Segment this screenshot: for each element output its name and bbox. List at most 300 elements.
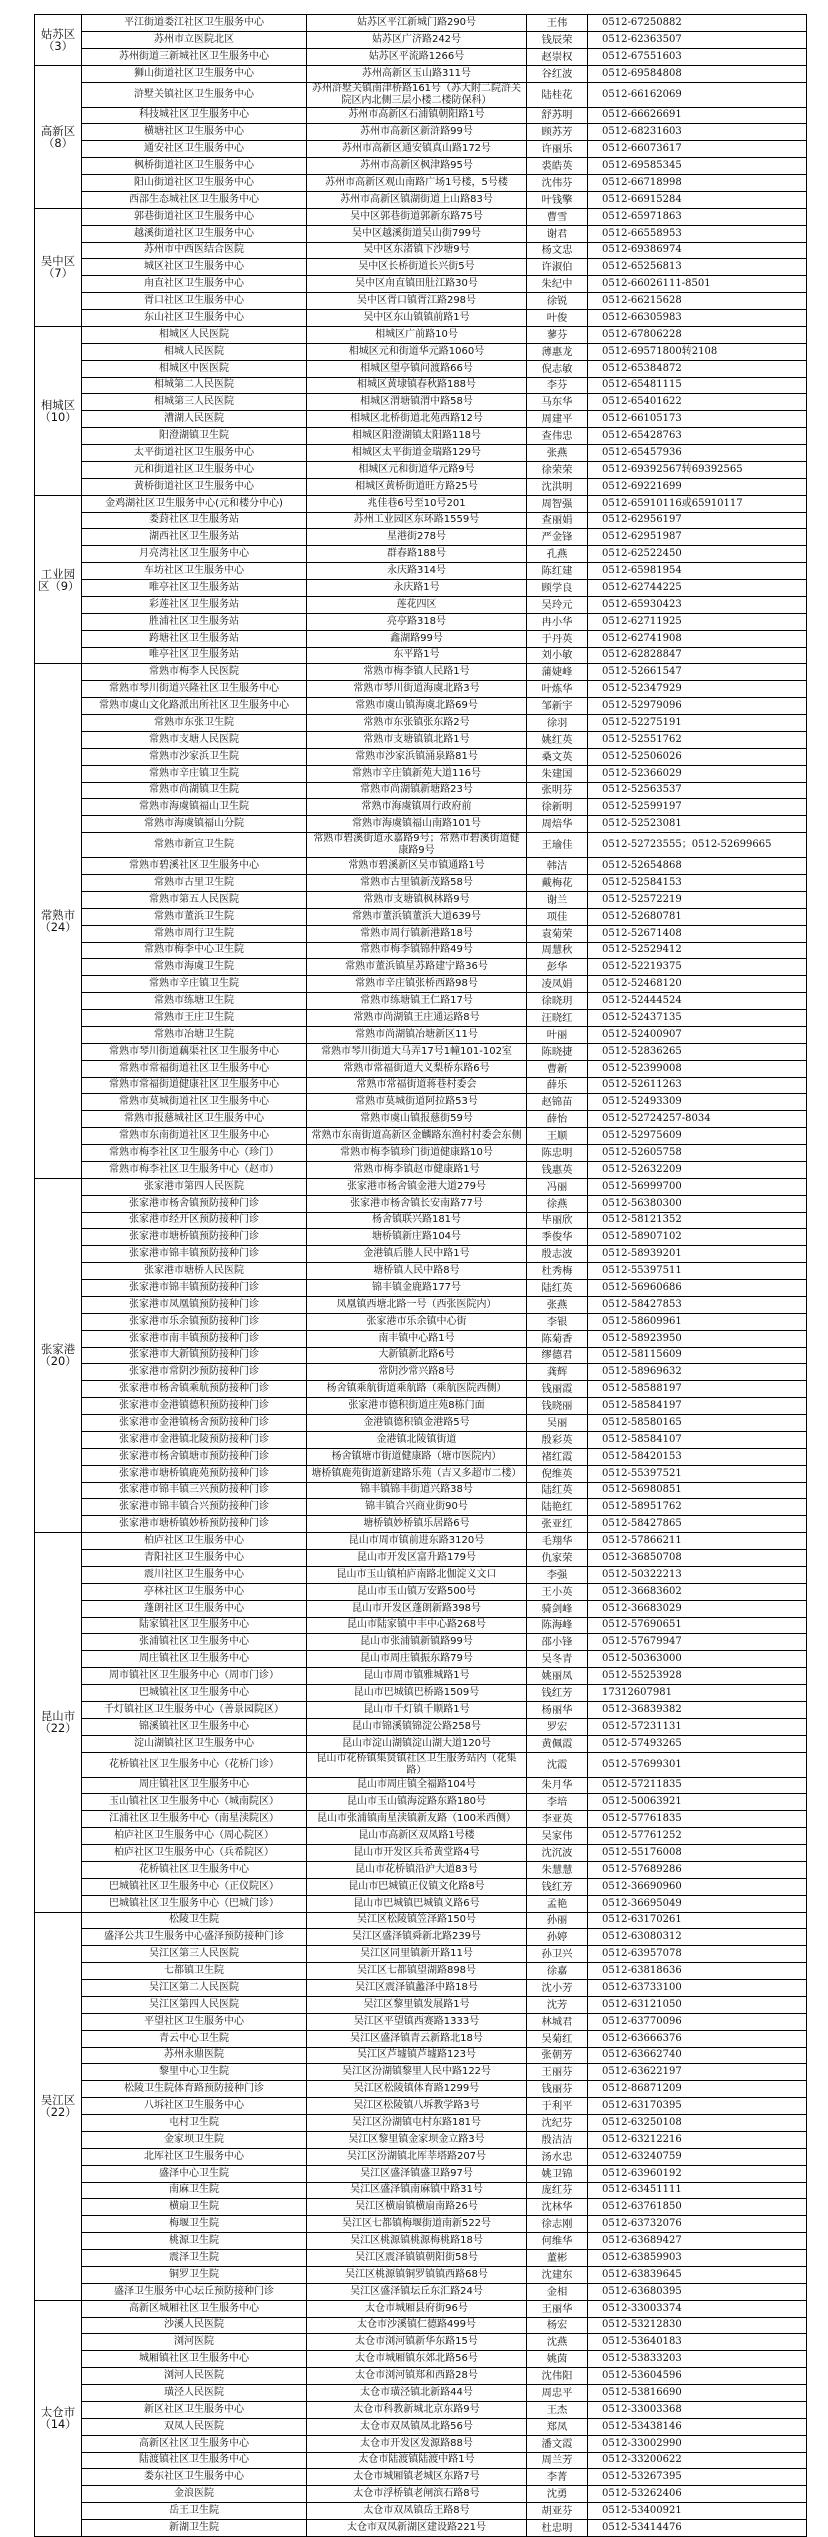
address-cell: 相城区望亭镇问渡路66号: [307, 360, 527, 377]
phone-cell: 0512-52444524: [588, 993, 807, 1010]
facility-name-cell: 张家港市杨舍镇乘航预防接种门诊: [82, 1381, 307, 1398]
facility-name-cell: 亭林社区卫生服务中心: [82, 1583, 307, 1600]
table-row: [35, 360, 807, 377]
contact-person-cell: 徐晓玥: [527, 993, 588, 1010]
table-row: [35, 2064, 807, 2081]
address-cell: 昆山市巴城镇巴城镇义路6号: [307, 1895, 527, 1912]
contact-person-cell: 徐燕: [527, 1195, 588, 1212]
address-cell: 杨舍镇联兴路181号: [307, 1212, 527, 1229]
facility-name-cell: 唯亭社区卫生服务站: [82, 647, 307, 664]
address-cell: 相城区黄桥街道旺方路25号: [307, 478, 527, 495]
address-cell: 吴江区芦墟镇芦墟路123号: [307, 2047, 527, 2064]
table-row: [35, 1026, 807, 1043]
table-row: [35, 394, 807, 411]
phone-cell: 0512-65930423: [588, 596, 807, 613]
facility-name-cell: 常熟市东张卫生院: [82, 715, 307, 732]
contact-person-cell: 沈沉波: [527, 1845, 588, 1862]
facility-name-cell: 狮山街道社区卫生服务中心: [82, 65, 307, 82]
facility-name-cell: 常熟市海虞镇福山卫生院: [82, 799, 307, 816]
facility-name-cell: 东山社区卫生服务中心: [82, 310, 307, 327]
address-cell: 塘桥镇人民中路8号: [307, 1263, 527, 1280]
table-row: [35, 2216, 807, 2233]
address-cell: 吴中区东山镇镇前路1号: [307, 310, 527, 327]
table-body: [35, 15, 807, 2537]
phone-cell: 0512-52219375: [588, 959, 807, 976]
facility-name-cell: 张家港市常阴沙预防接种门诊: [82, 1364, 307, 1381]
facility-name-cell: 阳澄湖镇卫生院: [82, 428, 307, 445]
table-row: [35, 1516, 807, 1533]
district-cell: 常熟市（24）: [35, 664, 82, 1178]
facility-name-cell: 常熟市琴川街道藕渠社区卫生服务中心: [82, 1043, 307, 1060]
address-cell: 昆山市玉山镇柏庐南路北伽淀义文口: [307, 1566, 527, 1583]
facility-name-cell: 吴江区第三人民医院: [82, 1946, 307, 1963]
contact-person-cell: 王顺: [527, 1128, 588, 1145]
contact-person-cell: 周忠平: [527, 2385, 588, 2402]
contact-person-cell: 顾苏芳: [527, 124, 588, 141]
table-row: [35, 310, 807, 327]
phone-cell: 0512-62363507: [588, 31, 807, 48]
contact-person-cell: 顾学良: [527, 580, 588, 597]
phone-cell: 0512-53640183: [588, 2334, 807, 2351]
table-row: [35, 141, 807, 158]
phone-cell: 0512-62711925: [588, 613, 807, 630]
facility-name-cell: 震泽卫生院: [82, 2250, 307, 2267]
address-cell: 东平路1号: [307, 647, 527, 664]
contact-person-cell: 林城君: [527, 2013, 588, 2030]
address-cell: 相城区北桥街道北苑西路12号: [307, 411, 527, 428]
facility-name-cell: 张家港市经开区预防接种门诊: [82, 1212, 307, 1229]
phone-cell: 0512-57231131: [588, 1718, 807, 1735]
table-row: [35, 445, 807, 462]
phone-cell: 0512-63451111: [588, 2182, 807, 2199]
facility-name-cell: 常熟市常福街道健康社区卫生服务中心: [82, 1077, 307, 1094]
facility-name-cell: 盛泽中心卫生院: [82, 2165, 307, 2182]
contact-person-cell: 殷彩英: [527, 1431, 588, 1448]
address-cell: 吴中区郭巷街道郭新东路75号: [307, 208, 527, 225]
table-row: [35, 1996, 807, 2013]
phone-cell: 0512-66558953: [588, 225, 807, 242]
contact-person-cell: 韩洁: [527, 858, 588, 875]
contact-person-cell: 沈林华: [527, 2199, 588, 2216]
address-cell: 吴江区盛泽镇舜新北路239号: [307, 1929, 527, 1946]
address-cell: 太仓市陆渡镇陆渡中路1号: [307, 2452, 527, 2469]
table-row: [35, 1828, 807, 1845]
facility-name-cell: 浒墅关镇社区卫生服务中心: [82, 82, 307, 107]
contact-person-cell: 毛翔华: [527, 1533, 588, 1550]
phone-cell: 0512-67551603: [588, 48, 807, 65]
facility-name-cell: 苏州永鼎医院: [82, 2047, 307, 2064]
facility-name-cell: 陆渡镇社区卫生服务中心: [82, 2452, 307, 2469]
phone-cell: 0512-52468120: [588, 976, 807, 993]
phone-cell: 0512-52572219: [588, 891, 807, 908]
table-row: [35, 908, 807, 925]
contact-person-cell: 薛怡: [527, 1111, 588, 1128]
facility-name-cell: 岳王卫生院: [82, 2503, 307, 2520]
contact-person-cell: 张明芬: [527, 782, 588, 799]
contact-person-cell: 姚红英: [527, 731, 588, 748]
phone-cell: 0512-63733100: [588, 1980, 807, 1997]
table-row: [35, 1735, 807, 1752]
contact-person-cell: 李强: [527, 1566, 588, 1583]
table-row: [35, 1043, 807, 1060]
facility-name-cell: 相城第三人民医院: [82, 394, 307, 411]
contact-person-cell: 孟艳: [527, 1895, 588, 1912]
address-cell: 常熟市东南街道高新区金麟路东渔村村委会东侧: [307, 1128, 527, 1145]
phone-cell: 0512-52347929: [588, 681, 807, 698]
address-cell: 吴江区盛泽镇坛丘东汇路24号: [307, 2283, 527, 2300]
phone-cell: 0512-50063921: [588, 1794, 807, 1811]
table-row: [35, 630, 807, 647]
table-row: [35, 1465, 807, 1482]
contact-person-cell: 周兰芳: [527, 2452, 588, 2469]
contact-person-cell: 王伟: [527, 15, 588, 32]
contact-person-cell: 李银: [527, 1313, 588, 1330]
contact-person-cell: 沈洪明: [527, 478, 588, 495]
table-row: [35, 1701, 807, 1718]
address-cell: 兆佳巷6号至10号201: [307, 495, 527, 512]
phone-cell: 0512-53212830: [588, 2317, 807, 2334]
phone-cell: 0512-36850708: [588, 1550, 807, 1567]
facility-name-cell: 新湖卫生院: [82, 2520, 307, 2537]
address-cell: 星港街278号: [307, 529, 527, 546]
contact-person-cell: 严金锋: [527, 529, 588, 546]
phone-cell: 0512-57761252: [588, 1828, 807, 1845]
table-row: [35, 715, 807, 732]
table-row: [35, 15, 807, 32]
contact-person-cell: 周智强: [527, 495, 588, 512]
facility-name-cell: 常熟市练塘卫生院: [82, 993, 307, 1010]
table-row: [35, 925, 807, 942]
address-cell: 杨舍镇塘市街道健康路（塘市医院内）: [307, 1448, 527, 1465]
facility-name-cell: 璜泾人民医院: [82, 2385, 307, 2402]
table-row: [35, 124, 807, 141]
contact-person-cell: 钱红芳: [527, 1878, 588, 1895]
facility-name-cell: 张家港市杨舍镇塘市预防接种门诊: [82, 1448, 307, 1465]
phone-cell: 0512-63666376: [588, 2030, 807, 2047]
table-row: [35, 2385, 807, 2402]
contact-person-cell: 沈燕: [527, 2334, 588, 2351]
phone-cell: 0512-53414476: [588, 2520, 807, 2537]
facility-name-cell: 相城人民医院: [82, 343, 307, 360]
phone-cell: 0512-67806228: [588, 326, 807, 343]
phone-cell: 0512-53400921: [588, 2503, 807, 2520]
contact-person-cell: 谢兰: [527, 891, 588, 908]
address-cell: 苏州市高新区通安镇真山路172号: [307, 141, 527, 158]
address-cell: 吴江区黎里镇金家坝金立路3号: [307, 2131, 527, 2148]
facility-name-cell: 漕湖人民医院: [82, 411, 307, 428]
phone-cell: 0512-63250108: [588, 2115, 807, 2132]
table-row: [35, 1482, 807, 1499]
phone-cell: 0512-52275191: [588, 715, 807, 732]
table-row: [35, 1912, 807, 1929]
phone-cell: 0512-55253928: [588, 1668, 807, 1685]
facility-name-cell: 唯亭社区卫生服务站: [82, 580, 307, 597]
facility-name-cell: 金家坝卫生院: [82, 2131, 307, 2148]
facility-name-cell: 花桥镇社区卫生服务中心: [82, 1861, 307, 1878]
contact-person-cell: 孔燕: [527, 546, 588, 563]
address-cell: 昆山市周庄镇振东路79号: [307, 1651, 527, 1668]
phone-cell: 0512-53833203: [588, 2351, 807, 2368]
contact-person-cell: 杜忠明: [527, 2520, 588, 2537]
table-row: [35, 664, 807, 681]
phone-cell: 0512-63818636: [588, 1963, 807, 1980]
address-cell: 常熟市支塘镇枫林路9号: [307, 891, 527, 908]
table-row: [35, 875, 807, 892]
facility-name-cell: 南麻卫生院: [82, 2182, 307, 2199]
address-cell: 吴中区东渚镇下沙塘9号: [307, 242, 527, 259]
address-cell: 锦丰镇金鹿路177号: [307, 1280, 527, 1297]
contact-person-cell: 钱红芳: [527, 1685, 588, 1702]
address-cell: 常熟市尚湖镇新塘路23号: [307, 782, 527, 799]
phone-cell: 0512-63957078: [588, 1946, 807, 1963]
facility-name-cell: 淀山湖镇社区卫生服务中心: [82, 1735, 307, 1752]
address-cell: 吴江区桃源镇桃源梅桃路18号: [307, 2233, 527, 2250]
facility-name-cell: 周庄镇社区卫生服务中心: [82, 1777, 307, 1794]
facility-name-cell: 巴城镇社区卫生服务中心: [82, 1685, 307, 1702]
contact-person-cell: 桑文英: [527, 748, 588, 765]
address-cell: 常熟市支塘镇镇北路1号: [307, 731, 527, 748]
address-cell: 吴江区松陵镇笠泽路150号: [307, 1912, 527, 1929]
address-cell: 常熟市辛庄镇张桥西路98号: [307, 976, 527, 993]
table-row: [35, 1651, 807, 1668]
facility-name-cell: 常熟市琴川街道兴隆社区卫生服务中心: [82, 681, 307, 698]
facility-name-cell: 常熟市古里卫生院: [82, 875, 307, 892]
contact-person-cell: 李芬: [527, 377, 588, 394]
address-cell: 常熟市常福街道蒋巷村委会: [307, 1077, 527, 1094]
contact-person-cell: 陈红建: [527, 563, 588, 580]
address-cell: 锦丰镇锦丰街道兴路38号: [307, 1482, 527, 1499]
contact-person-cell: 徐羽: [527, 715, 588, 732]
phone-cell: 0512-69584808: [588, 65, 807, 82]
table-row: [35, 65, 807, 82]
table-row: [35, 1533, 807, 1550]
address-cell: 吴江区桃源镇铜罗镇镇西路68号: [307, 2266, 527, 2283]
address-cell: 相城区广前路10号: [307, 326, 527, 343]
address-cell: 昆山市开发区兵希黄堂路4号: [307, 1845, 527, 1862]
vaccination-site-table: [34, 14, 807, 2537]
address-cell: 吴江区黎里镇发展路1号: [307, 1996, 527, 2013]
contact-person-cell: 吴家伟: [527, 1828, 588, 1845]
phone-cell: 0512-52680781: [588, 908, 807, 925]
table-row: [35, 1195, 807, 1212]
contact-person-cell: 凌凤娟: [527, 976, 588, 993]
table-row: [35, 2435, 807, 2452]
table-row: [35, 259, 807, 276]
phone-cell: 0512-58420153: [588, 1448, 807, 1465]
address-cell: 相城区阳澄湖镇太阳路118号: [307, 428, 527, 445]
contact-person-cell: 徐新明: [527, 799, 588, 816]
facility-name-cell: 七都镇卫生院: [82, 1963, 307, 1980]
table-row: [35, 1347, 807, 1364]
phone-cell: 0512-50322213: [588, 1566, 807, 1583]
contact-person-cell: 周焙华: [527, 816, 588, 833]
contact-person-cell: 李培: [527, 1794, 588, 1811]
contact-person-cell: 王杰: [527, 2401, 588, 2418]
facility-name-cell: 江浦社区卫生服务中心（南星渎院区）: [82, 1811, 307, 1828]
contact-person-cell: 张燕: [527, 445, 588, 462]
contact-person-cell: 彭华: [527, 959, 588, 976]
address-cell: 昆山市周市镇雅城路1号: [307, 1668, 527, 1685]
contact-person-cell: 钱辰荣: [527, 31, 588, 48]
contact-person-cell: 龚辉: [527, 1364, 588, 1381]
address-cell: 常熟市梅李镇人民路1号: [307, 664, 527, 681]
phone-cell: 0512-63240759: [588, 2148, 807, 2165]
address-cell: 姑苏区平江新城门路290号: [307, 15, 527, 32]
contact-person-cell: 仇家荣: [527, 1550, 588, 1567]
phone-cell: 0512-62741908: [588, 630, 807, 647]
table-row: [35, 596, 807, 613]
facility-name-cell: 胜浦社区卫生服务站: [82, 613, 307, 630]
address-cell: 鑫湖路99号: [307, 630, 527, 647]
phone-cell: 0512-56960686: [588, 1280, 807, 1297]
table-row: [35, 2131, 807, 2148]
contact-person-cell: 徐志刚: [527, 2216, 588, 2233]
contact-person-cell: 邹新宇: [527, 698, 588, 715]
table-row: [35, 1617, 807, 1634]
phone-cell: 0512-63732076: [588, 2216, 807, 2233]
address-cell: 昆山市开发区富升路179号: [307, 1550, 527, 1567]
phone-cell: 0512-63212216: [588, 2131, 807, 2148]
address-cell: 金港镇北陵镇街道: [307, 1431, 527, 1448]
hospital-directory-page: [34, 14, 806, 2534]
facility-name-cell: 周市镇社区卫生服务中心（周市门诊）: [82, 1668, 307, 1685]
table-row: [35, 1280, 807, 1297]
facility-name-cell: 吴江区第四人民医院: [82, 1996, 307, 2013]
contact-person-cell: 沈勇: [527, 2486, 588, 2503]
table-row: [35, 959, 807, 976]
address-cell: 杨舍镇乘航街道乘航路（乘航医院西侧）: [307, 1381, 527, 1398]
phone-cell: 0512-52975609: [588, 1128, 807, 1145]
facility-name-cell: 张家港市大新镇预防接种门诊: [82, 1347, 307, 1364]
address-cell: 大新镇新北路6号: [307, 1347, 527, 1364]
table-row: [35, 546, 807, 563]
phone-cell: 0512-57689286: [588, 1861, 807, 1878]
facility-name-cell: 平江街道娄江社区卫生服务中心: [82, 15, 307, 32]
facility-name-cell: 张家港市杨舍镇预防接种门诊: [82, 1195, 307, 1212]
contact-person-cell: 毕丽欣: [527, 1212, 588, 1229]
contact-person-cell: 蓼芬: [527, 326, 588, 343]
table-row: [35, 1499, 807, 1516]
phone-cell: 0512-52654868: [588, 858, 807, 875]
table-row: [35, 2368, 807, 2385]
facility-name-cell: 巴城镇社区卫生服务中心（正仪院区）: [82, 1878, 307, 1895]
contact-person-cell: 钱晓丽: [527, 1398, 588, 1415]
address-cell: 吴江区横扇镇横扇南路26号: [307, 2199, 527, 2216]
facility-name-cell: 横塘社区卫生服务中心: [82, 124, 307, 141]
phone-cell: 0512-58951762: [588, 1499, 807, 1516]
address-cell: 吴江区盛泽镇盛卫路97号: [307, 2165, 527, 2182]
facility-name-cell: 梅堰卫生院: [82, 2216, 307, 2233]
contact-person-cell: 李亚英: [527, 1811, 588, 1828]
table-row: [35, 891, 807, 908]
phone-cell: 0512-57699301: [588, 1752, 807, 1777]
facility-name-cell: 张家港市塘桥镇预防接种门诊: [82, 1229, 307, 1246]
contact-person-cell: 何维华: [527, 2233, 588, 2250]
contact-person-cell: 倪维英: [527, 1465, 588, 1482]
facility-name-cell: 常熟市王庄卫生院: [82, 1010, 307, 1027]
facility-name-cell: 柏庐社区卫生服务中心（周心院区）: [82, 1828, 307, 1845]
facility-name-cell: 相城区人民医院: [82, 326, 307, 343]
address-cell: 常熟市辛庄镇新苑大道116号: [307, 765, 527, 782]
contact-person-cell: 徐荣荣: [527, 461, 588, 478]
phone-cell: 0512-53262406: [588, 2486, 807, 2503]
facility-name-cell: 新区社区卫生服务中心: [82, 2401, 307, 2418]
address-cell: 吴江区汾湖镇北厍莘塔路207号: [307, 2148, 527, 2165]
address-cell: 苏州市高新区新浒路99号: [307, 124, 527, 141]
facility-name-cell: 张家港市金港镇北陵预防接种门诊: [82, 1431, 307, 1448]
phone-cell: 0512-58121352: [588, 1212, 807, 1229]
table-row: [35, 731, 807, 748]
table-row: [35, 512, 807, 529]
phone-cell: 0512-66305983: [588, 310, 807, 327]
table-row: [35, 2266, 807, 2283]
table-row: [35, 2486, 807, 2503]
phone-cell: 0512-69392567转69392565: [588, 461, 807, 478]
address-cell: 太仓市沙溪镇仁德路499号: [307, 2317, 527, 2334]
contact-person-cell: 金相: [527, 2283, 588, 2300]
contact-person-cell: 薄惠龙: [527, 343, 588, 360]
address-cell: 常熟市尚湖镇冶塘新区11号: [307, 1026, 527, 1043]
contact-person-cell: 骑剑峰: [527, 1600, 588, 1617]
address-cell: 亮亭路318号: [307, 613, 527, 630]
facility-name-cell: 甪直社区卫生服务中心: [82, 276, 307, 293]
table-row: [35, 2317, 807, 2334]
contact-person-cell: 马东华: [527, 394, 588, 411]
address-cell: 相城区元和街道华元路9号: [307, 461, 527, 478]
table-row: [35, 942, 807, 959]
facility-name-cell: 常熟市梅李人民医院: [82, 664, 307, 681]
phone-cell: 0512-36683029: [588, 1600, 807, 1617]
table-row: [35, 2013, 807, 2030]
address-cell: 吴江区松陵镇体育路1299号: [307, 2081, 527, 2098]
phone-cell: 0512-55176008: [588, 1845, 807, 1862]
address-cell: 吴江区七都镇梅堰街道南新522号: [307, 2216, 527, 2233]
facility-name-cell: 松陵卫生院体育路预防接种门诊: [82, 2081, 307, 2098]
table-row: [35, 1566, 807, 1583]
contact-person-cell: 胡亚芬: [527, 2503, 588, 2520]
facility-name-cell: 常熟市梅李社区卫生服务中心（赵市）: [82, 1161, 307, 1178]
table-row: [35, 782, 807, 799]
table-row: [35, 377, 807, 394]
phone-cell: 0512-62522450: [588, 546, 807, 563]
address-cell: 群春路188号: [307, 546, 527, 563]
district-cell: 姑苏区（3）: [35, 15, 82, 66]
facility-name-cell: 张家港市南丰镇预防接种门诊: [82, 1330, 307, 1347]
table-row: [35, 31, 807, 48]
facility-name-cell: 跨塘社区卫生服务站: [82, 630, 307, 647]
facility-name-cell: 彩莲社区卫生服务站: [82, 596, 307, 613]
table-row: [35, 1128, 807, 1145]
phone-cell: 0512-62951987: [588, 529, 807, 546]
table-row: [35, 2250, 807, 2267]
address-cell: 凤凰镇西塘北路一号（西张医院内）: [307, 1296, 527, 1313]
address-cell: 昆山市巴城镇巴桥路1509号: [307, 1685, 527, 1702]
table-row: [35, 2452, 807, 2469]
phone-cell: 0512-57679947: [588, 1634, 807, 1651]
table-row: [35, 2283, 807, 2300]
contact-person-cell: 徐锐: [527, 293, 588, 310]
facility-name-cell: 常熟市莫城街道社区卫生服务中心: [82, 1094, 307, 1111]
table-row: [35, 1111, 807, 1128]
table-row: [35, 1161, 807, 1178]
table-row: [35, 1718, 807, 1735]
table-row: [35, 158, 807, 175]
contact-person-cell: 沈霞: [527, 1752, 588, 1777]
address-cell: 太仓市城厢镇老城区东路7号: [307, 2469, 527, 2486]
contact-person-cell: 王瑜佳: [527, 833, 588, 858]
address-cell: 相城区太平街道金瑞路129号: [307, 445, 527, 462]
table-row: [35, 613, 807, 630]
